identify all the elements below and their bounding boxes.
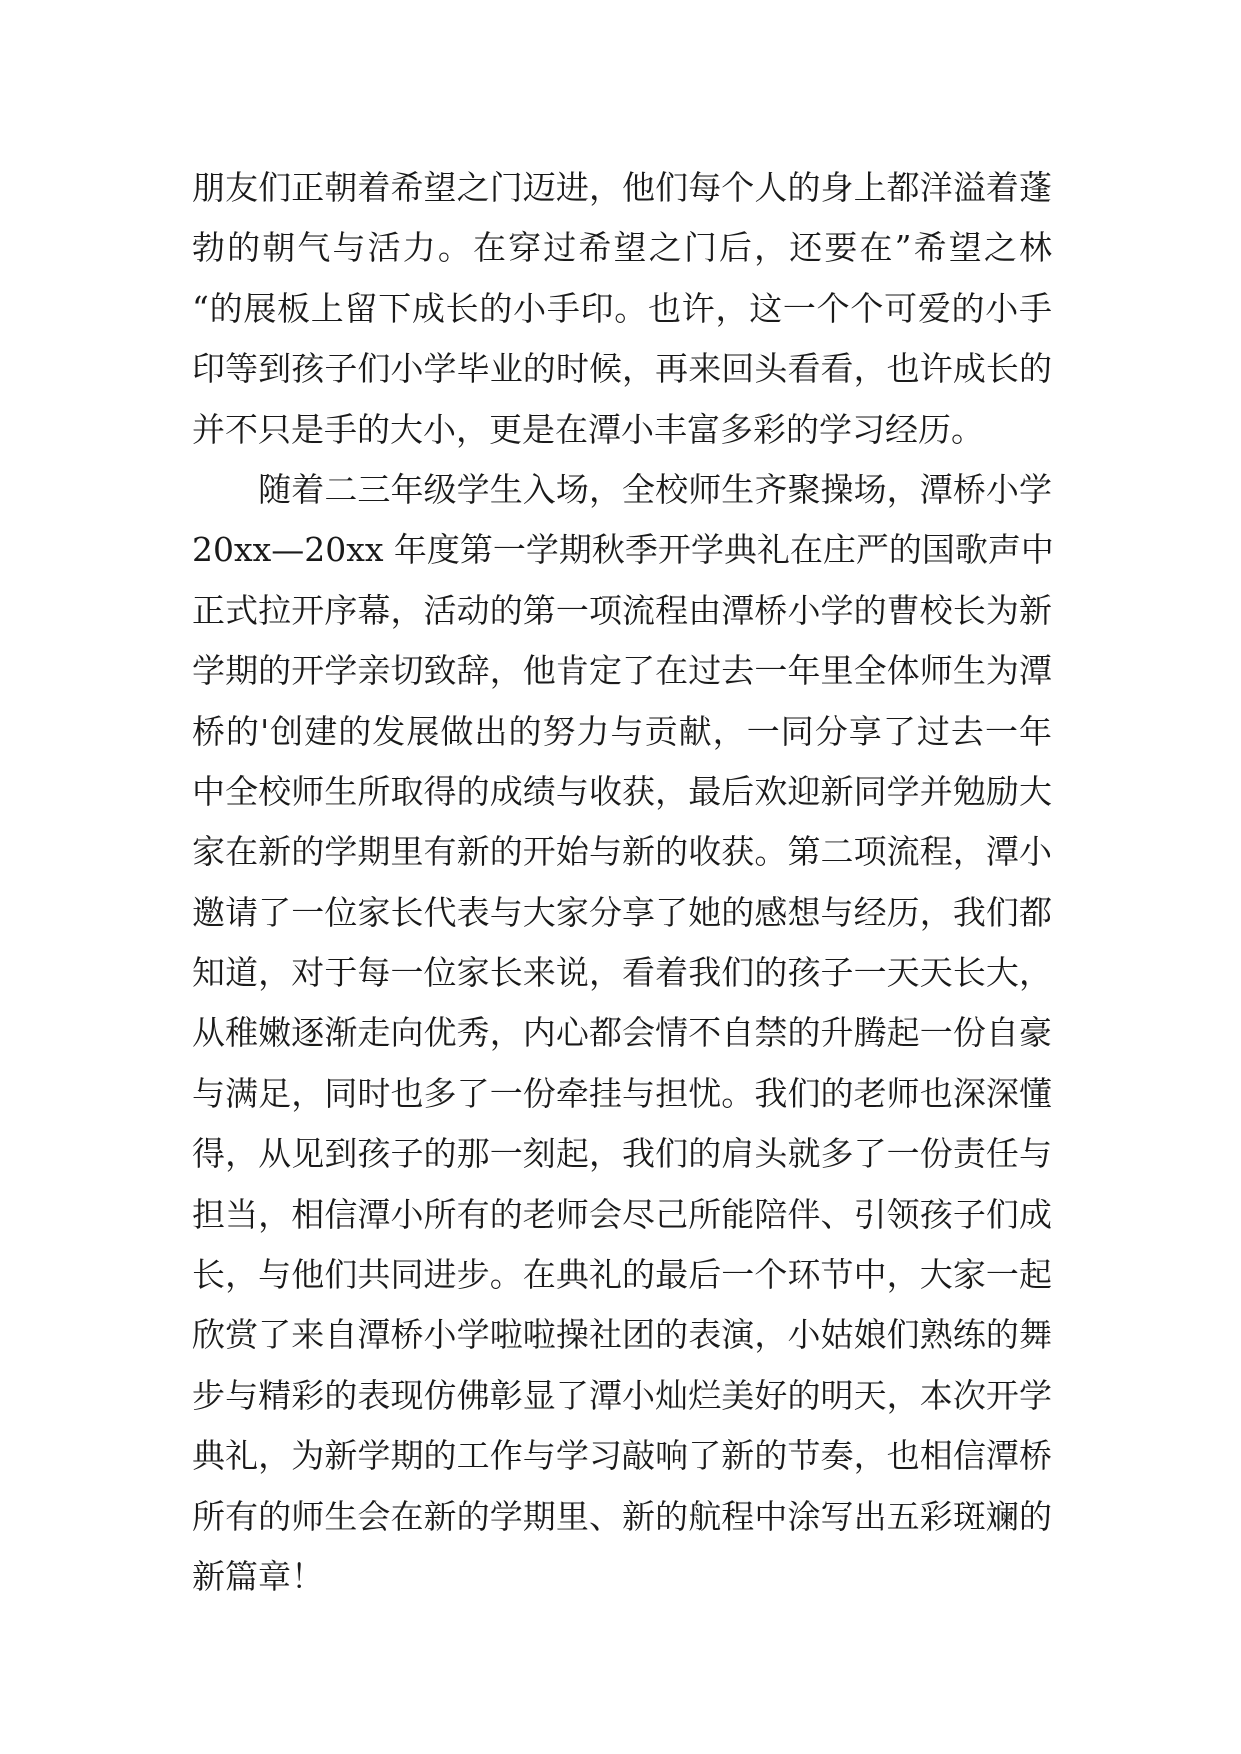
text-line: 长，与他们共同进步。在典礼的最后一个环节中，大家一起 xyxy=(192,1255,1052,1295)
text-line: 步与精彩的表现仿佛彰显了潭小灿烂美好的明天，本次开学 xyxy=(192,1375,1052,1415)
text-line: 勃的朝气与活力。在穿过希望之门后，还要在”希望之林 xyxy=(192,228,1052,268)
text-line: 知道，对于每一位家长来说，看着我们的孩子一天天长大， xyxy=(192,953,1052,993)
text-line: 并不只是手的大小，更是在潭小丰富多彩的学习经历。 xyxy=(192,409,984,449)
text-line: 得，从见到孩子的那一刻起，我们的肩头就多了一份责任与 xyxy=(192,1134,1052,1174)
text-line: 随着二三年级学生入场，全校师生齐聚操场，潭桥小学 xyxy=(192,469,1052,509)
text-line: 新篇章！ xyxy=(192,1556,324,1596)
text-line: 从稚嫩逐渐走向优秀，内心都会情不自禁的升腾起一份自豪 xyxy=(192,1013,1052,1053)
text-line: 正式拉开序幕，活动的第一项流程由潭桥小学的曹校长为新 xyxy=(192,590,1052,630)
text-line: 与满足，同时也多了一份牵挂与担忧。我们的老师也深深懂 xyxy=(192,1073,1052,1113)
text-line: 典礼，为新学期的工作与学习敲响了新的节奏，也相信潭桥 xyxy=(192,1436,1052,1476)
text-line: 邀请了一位家长代表与大家分享了她的感想与经历，我们都 xyxy=(192,892,1052,932)
text-line: 桥的'创建的发展做出的努力与贡献，一同分享了过去一年 xyxy=(192,711,1052,751)
text-line: 所有的师生会在新的学期里、新的航程中涂写出五彩斑斓的 xyxy=(192,1496,1052,1536)
text-line: 学期的开学亲切致辞，他肯定了在过去一年里全体师生为潭 xyxy=(192,651,1052,691)
text-line: 家在新的学期里有新的开始与新的收获。第二项流程，潭小 xyxy=(192,832,1052,872)
text-line: 欣赏了来自潭桥小学啦啦操社团的表演，小姑娘们熟练的舞 xyxy=(192,1315,1052,1355)
text-line: 20xx—20xx 年度第一学期秋季开学典礼在庄严的国歌声中 xyxy=(192,530,1054,570)
text-line: “的展板上留下成长的小手印。也许，这一个个可爱的小手 xyxy=(192,288,1052,328)
body-text xyxy=(192,158,1052,1607)
text-line: 中全校师生所取得的成绩与收获，最后欢迎新同学并勉励大 xyxy=(192,771,1052,811)
text-line: 印等到孩子们小学毕业的时候，再来回头看看，也许成长的 xyxy=(192,349,1052,389)
text-line: 朋友们正朝着希望之门迈进，他们每个人的身上都洋溢着蓬 xyxy=(192,168,1052,207)
text-line: 担当，相信潭小所有的老师会尽己所能陪伴、引领孩子们成 xyxy=(192,1194,1052,1234)
